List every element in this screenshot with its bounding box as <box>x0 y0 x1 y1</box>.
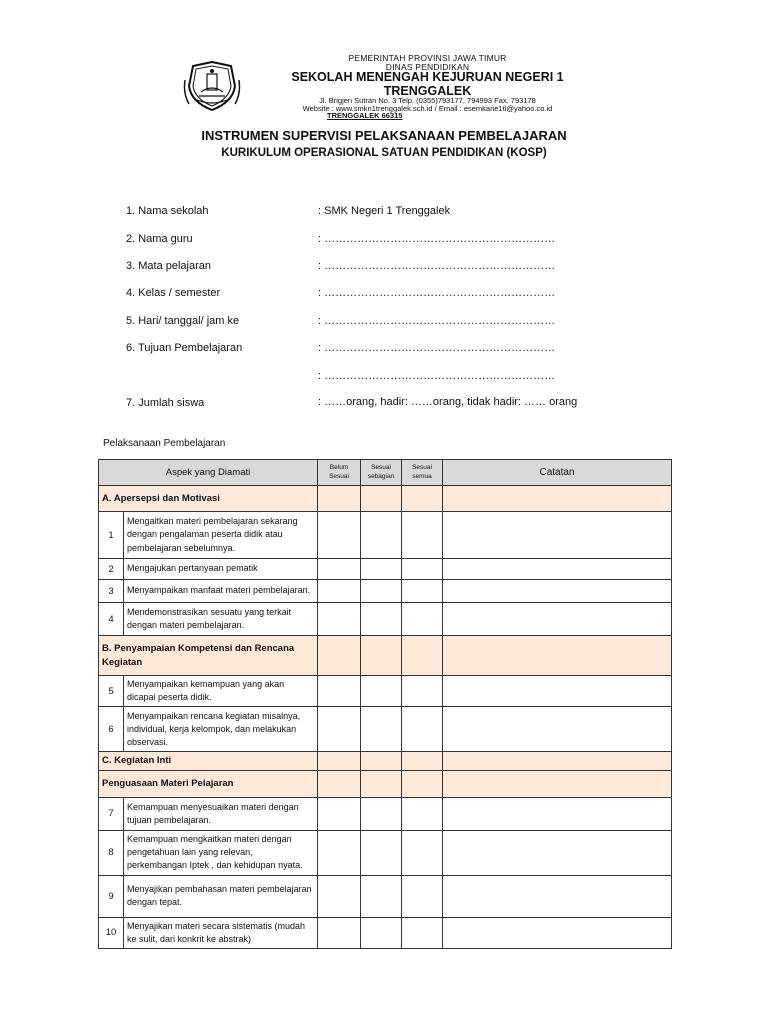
identity-value: : ……………………………………………………… <box>318 260 556 272</box>
row-number: 8 <box>99 830 124 875</box>
identity-value: : SMK Negeri 1 Trenggalek <box>318 205 451 217</box>
header-sesuai-sebagian: Sesuai sebagian <box>361 460 402 486</box>
catatan-cell[interactable] <box>443 486 672 512</box>
row-number: 10 <box>99 917 124 948</box>
identity-label: 7. Jumlah siswa <box>126 397 205 409</box>
table-header-row <box>99 460 672 486</box>
check-belum-cell[interactable] <box>318 636 361 676</box>
table-row <box>99 875 672 917</box>
check-semua-cell[interactable] <box>402 676 443 707</box>
identity-label: 5. Hari/ tanggal/ jam ke <box>126 315 240 327</box>
check-semua-cell[interactable] <box>402 707 443 752</box>
check-sebagian-cell[interactable] <box>361 512 402 559</box>
check-semua-cell[interactable] <box>402 752 443 771</box>
identity-value: : ……………………………………………………… <box>318 233 556 245</box>
table-row <box>99 707 672 752</box>
row-aspect: Menyajikan materi secara sistematis (mudah ke sulit, dari konkrit ke abstrak) <box>124 917 318 948</box>
check-semua-cell[interactable] <box>402 603 443 636</box>
row-number: 6 <box>99 707 124 752</box>
category-label: Penguasaan Materi Pelajaran <box>99 770 318 797</box>
table-row <box>99 603 672 636</box>
row-aspect: Menyampaikan rencana kegiatan misalnya, individual, kerja kelompok, dan melakukan observasi. <box>124 707 318 752</box>
check-sebagian-cell[interactable] <box>361 486 402 512</box>
letterhead-website: Website : www.smkn1trenggalek.sch.id / Email : esemkane1tl@yahoo.co.id <box>302 104 553 113</box>
check-sebagian-cell[interactable] <box>361 830 402 875</box>
table-row <box>99 917 672 948</box>
check-sebagian-cell[interactable] <box>361 875 402 917</box>
check-belum-cell[interactable] <box>318 830 361 875</box>
check-belum-cell[interactable] <box>318 917 361 948</box>
header-belum-sesuai: Belum Sesuai <box>318 460 361 486</box>
observation-table <box>98 459 672 949</box>
identity-value: : ……………………………………………………… <box>318 370 556 382</box>
row-aspect: Mengaitkan materi pembelajaran sekarang dengan pengalaman peserta didik atau pembelajaran sebelumnya. <box>124 512 318 559</box>
row-aspect: Menyampaikan manfaat materi pembelajaran. <box>124 580 318 603</box>
check-sebagian-cell[interactable] <box>361 917 402 948</box>
letterhead-government: PEMERINTAH PROVINSI JAWA TIMUR <box>348 53 507 63</box>
row-number: 1 <box>99 512 124 559</box>
identity-value: : ……………………………………………………… <box>318 287 556 299</box>
check-belum-cell[interactable] <box>318 770 361 797</box>
row-number: 9 <box>99 875 124 917</box>
identity-value: : ……………………………………………………… <box>318 315 556 327</box>
header-catatan: Catatan <box>443 460 672 486</box>
row-number: 5 <box>99 676 124 707</box>
catatan-cell[interactable] <box>443 580 672 603</box>
check-semua-cell[interactable] <box>402 559 443 580</box>
catatan-cell[interactable] <box>443 707 672 752</box>
check-sebagian-cell[interactable] <box>361 797 402 830</box>
check-belum-cell[interactable] <box>318 707 361 752</box>
catatan-cell[interactable] <box>443 676 672 707</box>
catatan-cell[interactable] <box>443 752 672 771</box>
catatan-cell[interactable] <box>443 797 672 830</box>
row-aspect: Menyampaikan kemampuan yang akan dicapai peserta didik. <box>124 676 318 707</box>
identity-label: 3. Mata pelajaran <box>126 260 211 272</box>
row-aspect: Mengajukan pertanyaan pematik <box>124 559 318 580</box>
row-number: 3 <box>99 580 124 603</box>
catatan-cell[interactable] <box>443 512 672 559</box>
table-row <box>99 797 672 830</box>
check-belum-cell[interactable] <box>318 580 361 603</box>
category-row <box>99 636 672 676</box>
check-semua-cell[interactable] <box>402 580 443 603</box>
identity-value: : ……………………………………………………… <box>318 342 556 354</box>
check-belum-cell[interactable] <box>318 875 361 917</box>
category-label: C. Kegiatan Inti <box>99 752 318 771</box>
catatan-cell[interactable] <box>443 603 672 636</box>
letterhead-school-city: TRENGGALEK <box>383 84 472 98</box>
identity-label: 1. Nama sekolah <box>126 205 209 217</box>
catatan-cell[interactable] <box>443 917 672 948</box>
table-row <box>99 580 672 603</box>
document-title: INSTRUMEN SUPERVISI PELAKSANAAN PEMBELAJARAN <box>201 128 567 143</box>
letterhead-postal: TRENGGALEK 66315 <box>327 111 403 120</box>
check-sebagian-cell[interactable] <box>361 770 402 797</box>
check-belum-cell[interactable] <box>318 797 361 830</box>
check-belum-cell[interactable] <box>318 603 361 636</box>
check-semua-cell[interactable] <box>402 486 443 512</box>
check-semua-cell[interactable] <box>402 875 443 917</box>
header-sesuai-semua: Sesuai semua <box>402 460 443 486</box>
letterhead-school-name: SEKOLAH MENENGAH KEJURUAN NEGERI 1 <box>291 70 564 84</box>
check-belum-cell[interactable] <box>318 486 361 512</box>
identity-label: 2. Nama guru <box>126 233 193 245</box>
east-java-emblem-icon <box>183 60 241 112</box>
catatan-cell[interactable] <box>443 770 672 797</box>
identity-label: 6. Tujuan Pembelajaran <box>126 342 243 354</box>
check-sebagian-cell[interactable] <box>361 752 402 771</box>
category-row <box>99 770 672 797</box>
check-belum-cell[interactable] <box>318 752 361 771</box>
table-row <box>99 559 672 580</box>
row-aspect: Menyajikan pembahasan materi pembelajaran dengan tepat. <box>124 875 318 917</box>
check-semua-cell[interactable] <box>402 636 443 676</box>
check-belum-cell[interactable] <box>318 676 361 707</box>
letterhead-department: DINAS PENDIDIKAN <box>385 62 470 72</box>
table-row <box>99 676 672 707</box>
letterhead-address: Jl. Brigjen Sutran No. 3 Telp. (0355)793177, 794993 Fax. 793178 <box>319 96 536 105</box>
row-aspect: Mendemonstrasikan sesuatu yang terkait dengan materi pembelajaran. <box>124 603 318 636</box>
catatan-cell[interactable] <box>443 875 672 917</box>
table-row <box>99 512 672 559</box>
header-aspek: Aspek yang Diamati <box>99 460 318 486</box>
check-semua-cell[interactable] <box>402 797 443 830</box>
row-number: 4 <box>99 603 124 636</box>
row-number: 2 <box>99 559 124 580</box>
row-aspect: Kemampuan menyesuaikan materi dengan tujuan pembelajaran. <box>124 797 318 830</box>
catatan-cell[interactable] <box>443 830 672 875</box>
check-sebagian-cell[interactable] <box>361 559 402 580</box>
document-subtitle: KURIKULUM OPERASIONAL SATUAN PENDIDIKAN (KOSP) <box>221 147 547 159</box>
check-semua-cell[interactable] <box>402 830 443 875</box>
row-number: 7 <box>99 797 124 830</box>
category-label: A. Apersepsi dan Motivasi <box>99 486 318 512</box>
category-row <box>99 486 672 512</box>
category-row <box>99 752 672 771</box>
identity-label: 4. Kelas / semester <box>126 287 221 299</box>
catatan-cell[interactable] <box>443 559 672 580</box>
check-sebagian-cell[interactable] <box>361 676 402 707</box>
check-sebagian-cell[interactable] <box>361 603 402 636</box>
check-belum-cell[interactable] <box>318 512 361 559</box>
check-sebagian-cell[interactable] <box>361 707 402 752</box>
category-label: B. Penyampaian Kompetensi dan Rencana Kegiatan <box>99 636 318 676</box>
check-semua-cell[interactable] <box>402 917 443 948</box>
catatan-cell[interactable] <box>443 636 672 676</box>
check-semua-cell[interactable] <box>402 770 443 797</box>
check-semua-cell[interactable] <box>402 512 443 559</box>
check-sebagian-cell[interactable] <box>361 580 402 603</box>
check-sebagian-cell[interactable] <box>361 636 402 676</box>
row-aspect: Kemampuan mengkaitkan materi dengan pengetahuan lain yang relevan, perkembangan Iptek , dan kehidupan nyata. <box>124 830 318 875</box>
section-label: Pelaksanaan Pembelajaran <box>103 438 226 449</box>
check-belum-cell[interactable] <box>318 559 361 580</box>
identity-value: : ……orang, hadir: ……orang, tidak hadir: …… orang <box>318 396 578 408</box>
table-row <box>99 830 672 875</box>
